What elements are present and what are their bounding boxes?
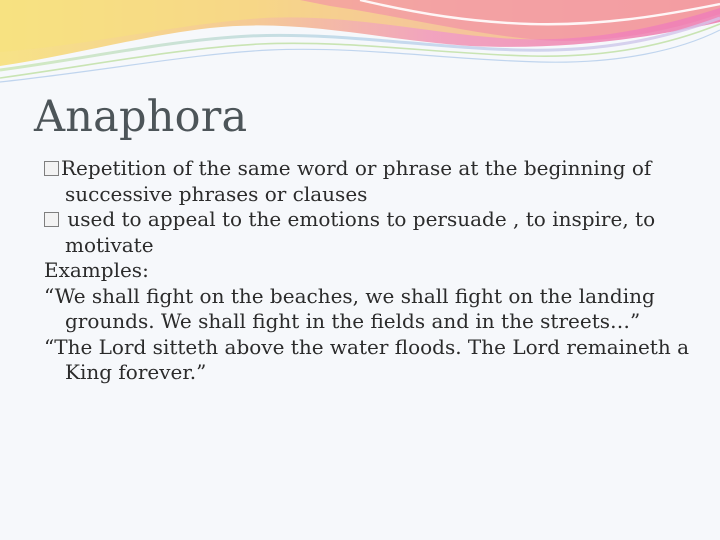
examples-label-text: Examples: xyxy=(44,258,149,282)
example-quote-churchill xyxy=(44,284,694,335)
bullet-point-text: used to appeal to the emotions to persuade , to inspire, to motivate xyxy=(61,207,656,257)
bullet-box-icon xyxy=(44,161,59,176)
slide-body xyxy=(44,156,694,386)
examples-label xyxy=(44,258,694,284)
bullet-point-emotions xyxy=(44,207,694,258)
header-wave-decoration xyxy=(0,0,720,90)
bullet-point-text: Repetition of the same word or phrase at the beginning of successive phrases or clauses xyxy=(61,156,652,206)
slide-title: Anaphora xyxy=(34,92,248,142)
example-quote-text: “We shall fight on the beaches, we shall fight on the landing grounds. We shall fight in the fields and in the streets…” xyxy=(44,283,655,333)
bullet-box-icon xyxy=(44,212,59,227)
bullet-point-repetition xyxy=(44,156,694,207)
example-quote-psalm xyxy=(44,335,694,386)
example-quote-text: “The Lord sitteth above the water floods. The Lord remaineth a King forever.” xyxy=(44,334,689,384)
